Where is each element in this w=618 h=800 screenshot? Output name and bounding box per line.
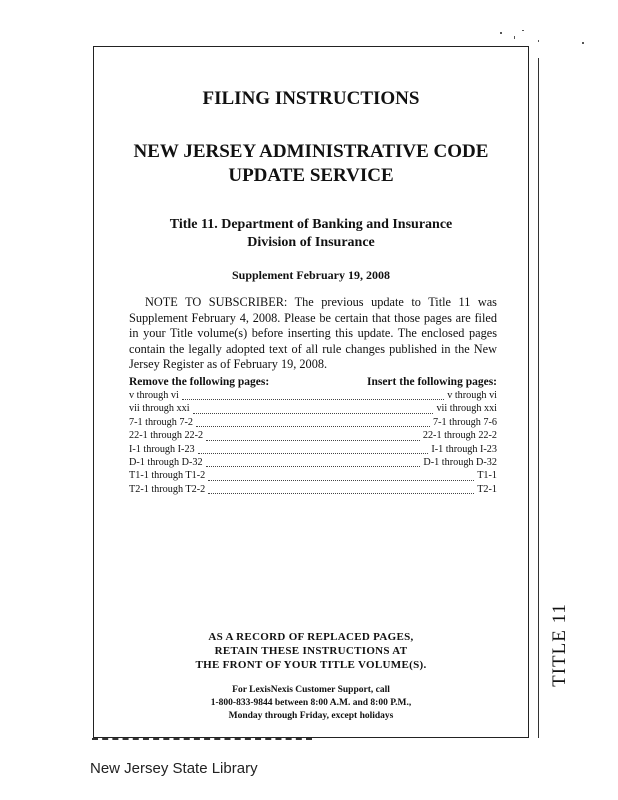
remove-pages: 22-1 through 22-2 xyxy=(129,430,204,442)
table-row xyxy=(129,470,497,483)
table-row xyxy=(129,417,497,430)
support-line: For LexisNexis Customer Support, call xyxy=(232,685,390,695)
scan-specks xyxy=(470,22,610,52)
code-title-line: NEW JERSEY ADMINISTRATIVE CODE xyxy=(133,141,489,162)
table-row xyxy=(129,403,497,416)
leader-dots xyxy=(206,440,420,441)
leader-dots xyxy=(206,466,421,467)
side-tab-rule xyxy=(538,58,539,738)
customer-support xyxy=(93,684,529,723)
remove-pages: D-1 through D-32 xyxy=(129,456,203,468)
bottom-dashed-edge xyxy=(92,738,312,740)
code-title xyxy=(93,140,529,188)
pages-table-header xyxy=(129,376,497,388)
insert-pages: T2-1 xyxy=(477,483,497,495)
division-line: Division of Insurance xyxy=(247,235,375,250)
remove-pages: T1-1 through T1-2 xyxy=(129,470,206,482)
leader-dots xyxy=(193,413,434,414)
record-line: THE FRONT OF YOUR TITLE VOLUME(S). xyxy=(195,659,427,671)
side-tab-label: TITLE 11 xyxy=(549,603,571,687)
table-row xyxy=(129,444,497,457)
table-row xyxy=(129,484,497,497)
record-notice xyxy=(93,630,529,672)
insert-pages: v through vi xyxy=(447,390,497,401)
filing-instructions-heading: FILING INSTRUCTIONS xyxy=(202,88,420,109)
title-line: Title 11. Department of Banking and Insurance xyxy=(169,217,453,232)
code-title-line: UPDATE SERVICE xyxy=(228,165,394,186)
leader-dots xyxy=(208,480,474,481)
library-footer: New Jersey State Library xyxy=(90,760,258,777)
table-row xyxy=(129,430,497,443)
remove-header: Remove the following pages: xyxy=(129,376,270,388)
remove-pages: 7-1 through 7-2 xyxy=(129,416,193,428)
remove-pages: I-1 through I-23 xyxy=(129,443,195,455)
pages-table xyxy=(129,376,497,497)
support-line: Monday through Friday, except holidays xyxy=(228,711,394,721)
table-row xyxy=(129,457,497,470)
insert-pages: 22-1 through 22-2 xyxy=(422,430,497,442)
leader-dots xyxy=(198,453,429,454)
insert-pages: D-1 through D-32 xyxy=(423,456,497,468)
table-row xyxy=(129,390,497,403)
insert-pages: 7-1 through 7-6 xyxy=(433,416,497,428)
support-phone: 1-800-833-9844 between 8:00 A.M. and 8:00 P.M., xyxy=(210,698,412,708)
note-label: NOTE TO SUBSCRIBER: xyxy=(145,295,288,309)
supplement-date: Supplement February 19, 2008 xyxy=(231,268,390,282)
subscriber-note xyxy=(129,295,497,373)
remove-pages: v through vi xyxy=(129,390,179,401)
leader-dots xyxy=(196,426,430,427)
record-line: AS A RECORD OF REPLACED PAGES, xyxy=(208,631,414,643)
insert-header: Insert the following pages: xyxy=(366,376,497,388)
note-text: The previous update to Title 11 was Supplement February 4, 2008. Please be certain that those pages are filed in your Title volume(s) before inserting this update. The enclosed pages contain the legally adopted text of all rule changes published in the New Jersey Register as of February 19, 2008. xyxy=(129,295,497,371)
title-side-tab xyxy=(543,600,577,690)
remove-pages: T2-1 through T2-2 xyxy=(129,483,206,495)
insert-pages: T1-1 xyxy=(477,470,497,482)
remove-pages: vii through xxi xyxy=(129,403,190,415)
insert-pages: I-1 through I-23 xyxy=(431,443,497,455)
insert-pages: vii through xxi xyxy=(436,403,497,415)
title-division xyxy=(93,216,529,252)
record-line: RETAIN THESE INSTRUCTIONS AT xyxy=(214,645,408,657)
leader-dots xyxy=(182,399,444,400)
leader-dots xyxy=(208,493,474,494)
